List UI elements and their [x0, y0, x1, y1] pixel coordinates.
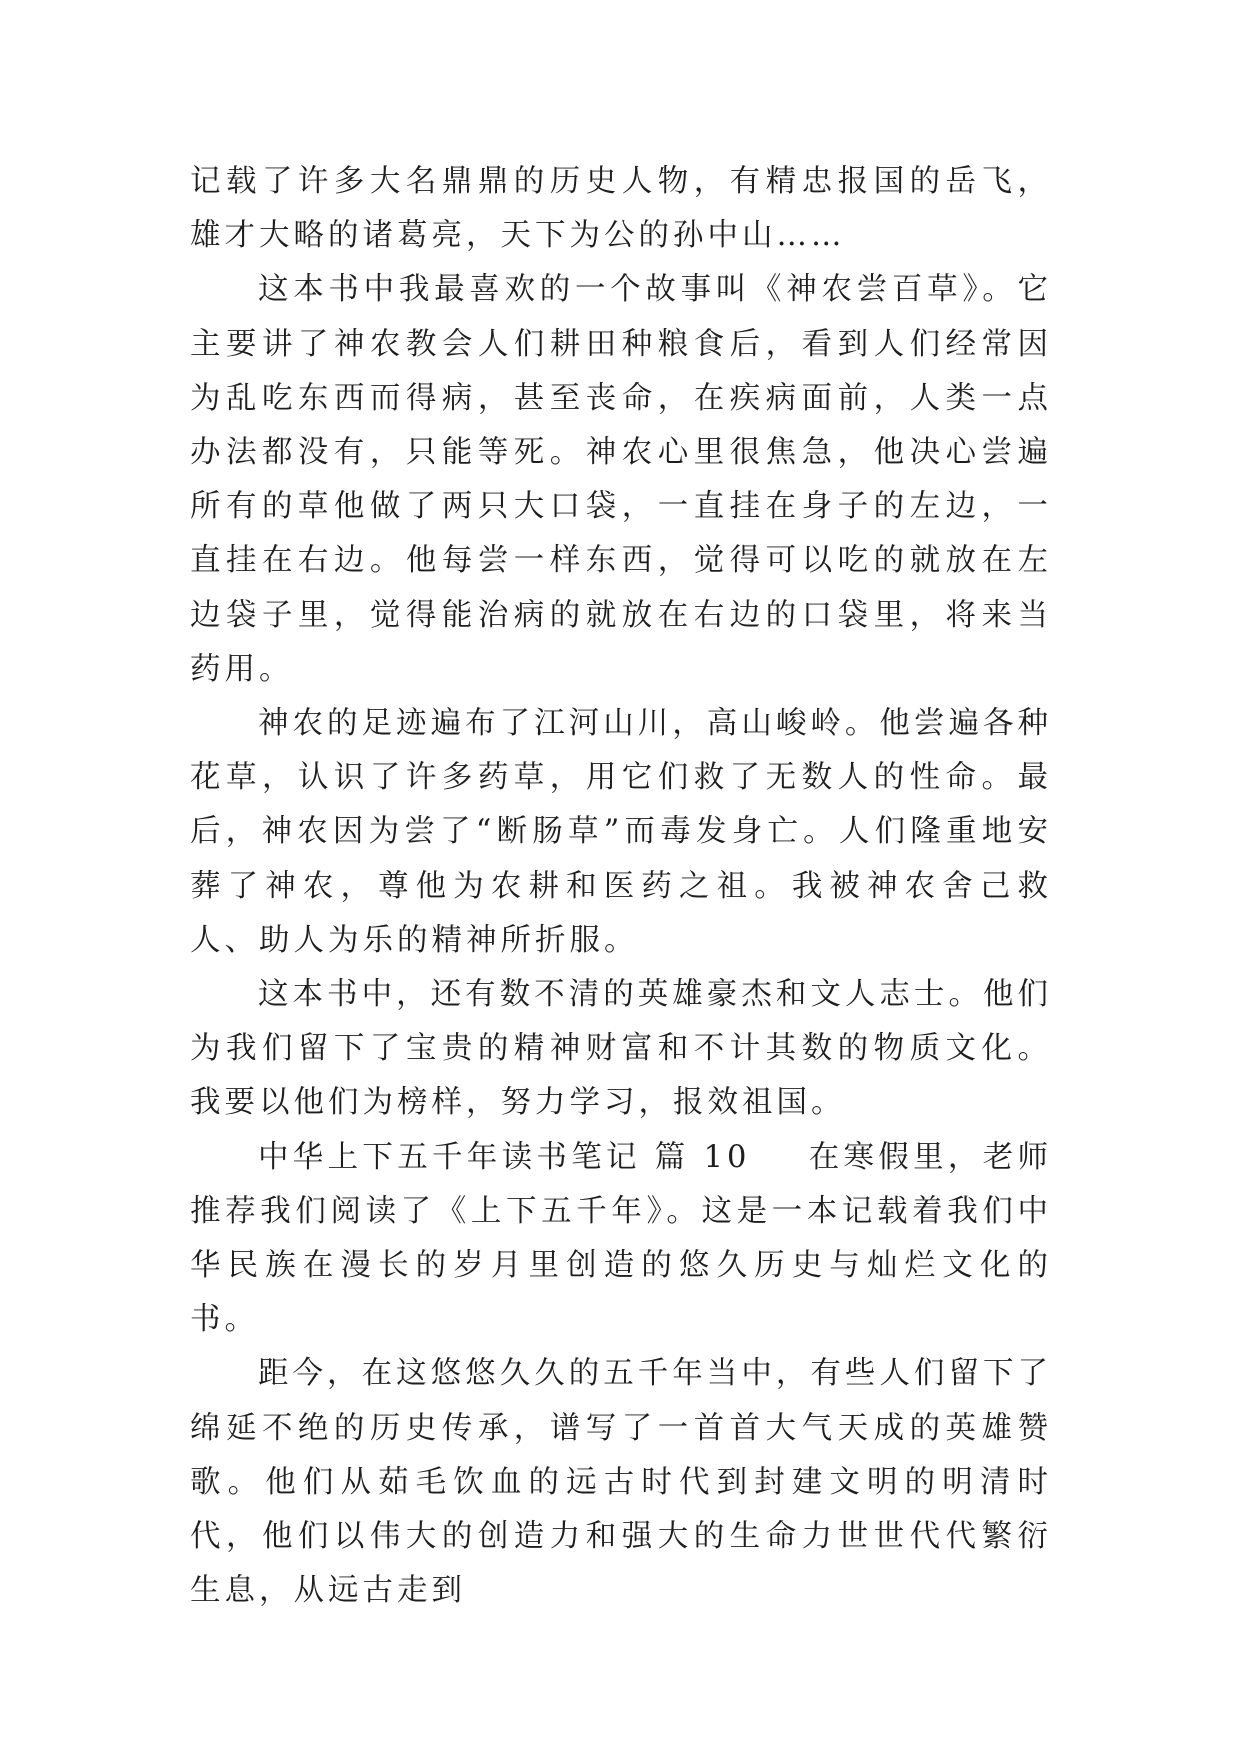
section-10-paragraph [190, 1131, 1052, 1348]
paragraph-heroes: 这本书中，还有数不清的英雄豪杰和文人志士。他们为我们留下了宝贵的精神财富和不计其数的物质文化。我要以他们为榜样，努力学习，报效祖国。 [190, 977, 1052, 1121]
paragraph-five-thousand-years: 距今，在这悠悠久久的五千年当中，有些人们留下了绵延不绝的历史传承，谱写了一首首大气天成的英雄赞歌。他们从茹毛饮血的远古时代到封建文明的明清时代，他们以伟大的创造力和强大的生命力世世代代繁衍生息，从远古走到 [190, 1356, 1052, 1609]
paragraph-continuation: 记载了许多大名鼎鼎的历史人物，有精忠报国的岳飞，雄才大略的诸葛亮，天下为公的孙中山…… [190, 164, 1052, 254]
section-heading: 中华上下五千年读书笔记 篇 10 [258, 1139, 751, 1175]
document-body [190, 155, 1052, 1618]
paragraph-shennong-footsteps: 神农的足迹遍布了江河山川，高山峻岭。他尝遍各种花草，认识了许多药草，用它们救了无数人的性命。最后，神农因为尝了“断肠草”而毒发身亡。人们隆重地安葬了神农，尊他为农耕和医药之祖。我被神农舍己救人、助人为乐的精神所折服。 [190, 706, 1052, 958]
paragraph-shennong-story: 这本书中我最喜欢的一个故事叫《神农尝百草》。它主要讲了神农教会人们耕田种粮食后，看到人们经常因为乱吃东西而得病，甚至丧命，在疾病面前，人类一点办法都没有，只能等死。神农心里很焦急，他决心尝遍所有的草他做了两只大口袋，一直挂在身子的左边，一直挂在右边。他每尝一样东西，觉得可以吃的就放在左边袋子里，觉得能治病的就放在右边的口袋里，将来当药用。 [190, 272, 1052, 687]
section-first-paragraph: 在寒假里，老师推荐我们阅读了《上下五千年》。这是一本记载着我们中华民族在漫长的岁月里创造的悠久历史与灿烂文化的书。 [190, 1139, 1053, 1338]
